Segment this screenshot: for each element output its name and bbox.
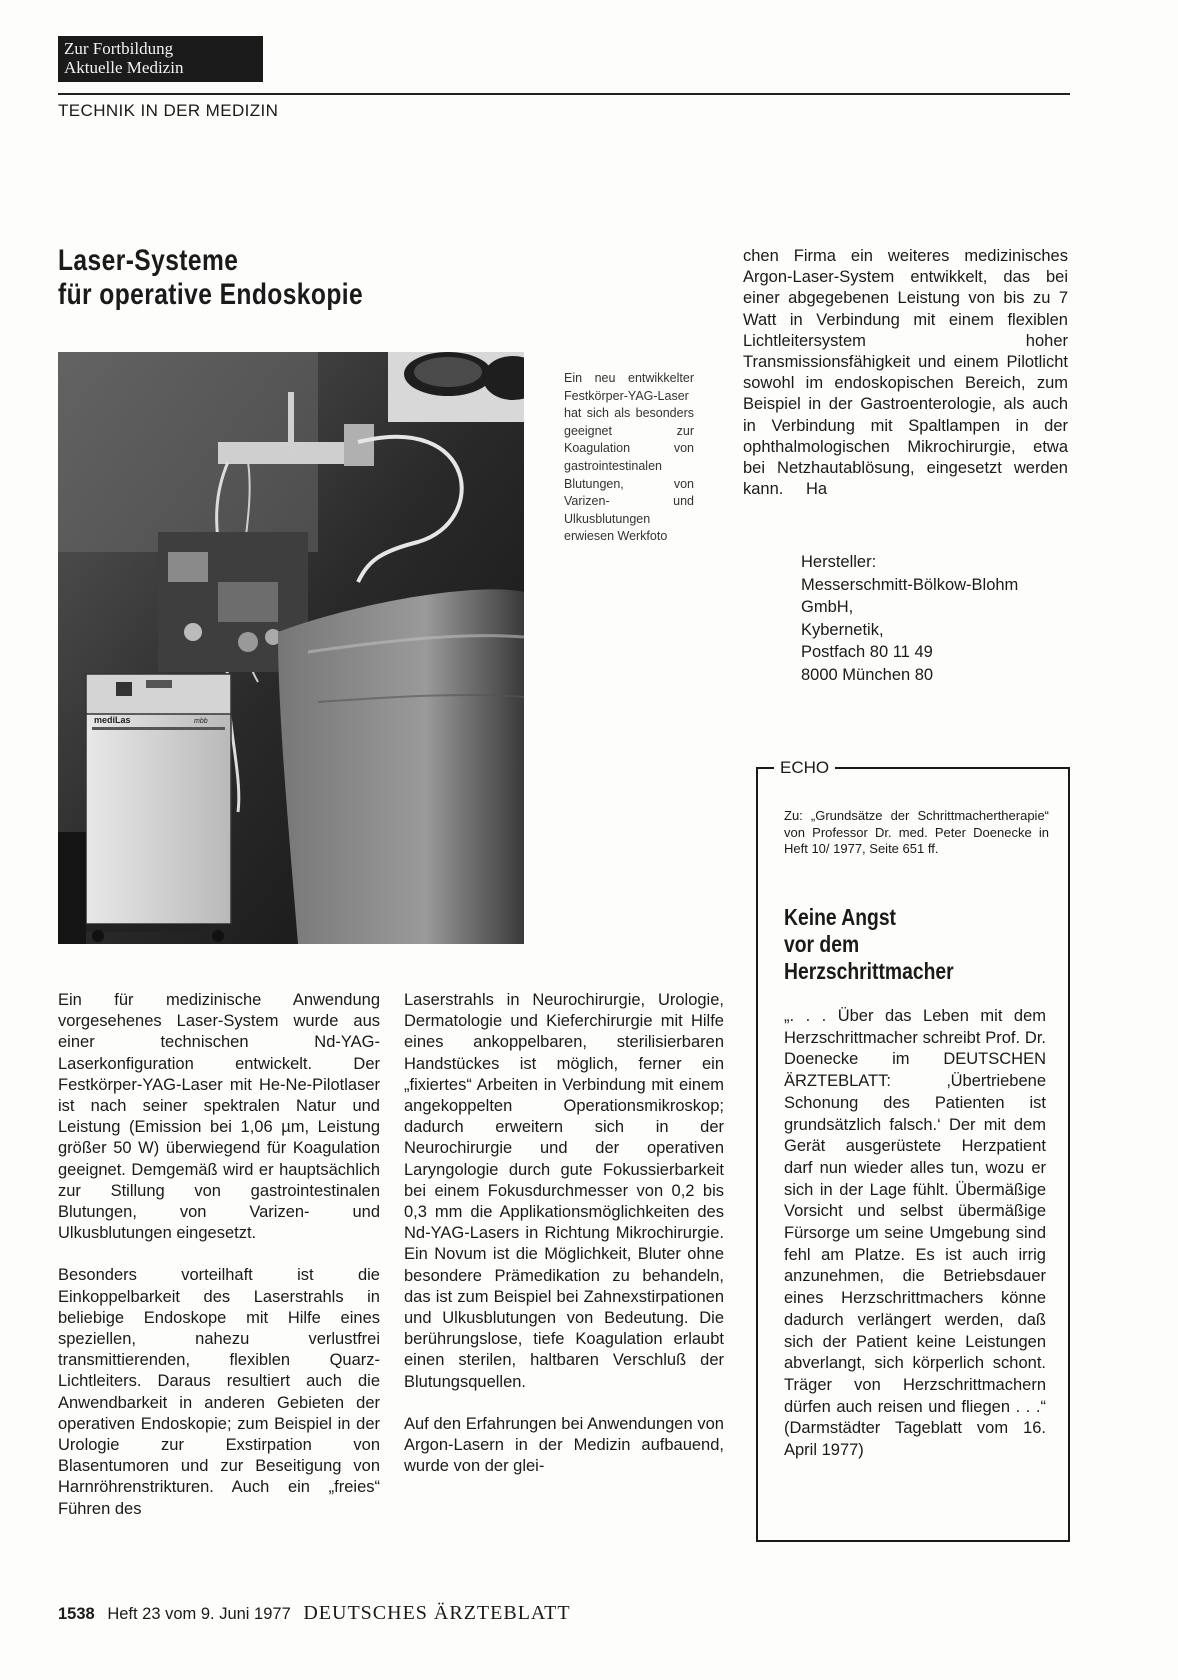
echo-label: ECHO [774,758,835,778]
echo-title-line-3: Herzschrittmacher [784,958,954,984]
page-number: 1538 [58,1605,95,1623]
rubric-line-2: Aktuelle Medizin [64,58,184,77]
author-initials: Ha [805,480,828,499]
manufacturer-address [801,551,1018,686]
article-paragraph: Ein für medizinische Anwendung vorgesehenes Laser-System wurde aus einer technischen Nd-YAG-Laserkonfiguration entwickelt. Der Festkörper-YAG-Laser mit He-Ne-Pilotlaser ist nach seiner spektralen Natur und Leistung (Emission bei 1,06 µm, Leistung größer 50 W) überwiegend für Koagulation geeignet. Demgemäß wird er hauptsächlich zur Stillung von gastrointestinalen Blutungen, von Varizen- und Ulkusblutungen eingesetzt. [58,991,380,1243]
article-column-2 [404,990,724,1498]
echo-reference: Zu: „Grundsätze der Schrittmachertherapie“ von Professor Dr. med. Peter Doenecke in Heft 10/ 1977, Seite 651 ff. [784,808,1049,856]
rubric-label [58,36,263,82]
article-title-line-2: für operative Endoskopie [58,278,364,311]
echo-title [784,904,954,985]
header-rule [58,93,1070,95]
page-footer [58,1602,571,1625]
laser-device-photo [58,352,524,944]
echo-quote: „. . . Über das Leben mit dem Herzschrittmacher schreibt Prof. Dr. Doenecke im DEUTSCHEN ÄRZTEBLATT: ‚Übertriebene Schonung des Patienten ist grundsätzlich falsch.‘ Der mit dem Gerät ausgerüstete Herzpatient darf nun wieder alles tun, wozu er sich in der Lage fühlt. Übermäßige Vorsicht und selbst übermäßige Fürsorge um seine Umgebung sind fehl am Platze. Es ist auch irrig anzunehmen, die Betriebsdauer eines Herzschrittmachers könne dadurch verlängert werden, daß sich der Patient keine Leistungen abverlangt, sich körperlich schont. Träger von Herzschrittmachern dürfen auch reisen und fliegen . . .“ (Darmstädter Tageblatt vom 16. April 1977) [784,1007,1046,1460]
cart-maker-label: mbb [194,718,208,725]
issue-info: Heft 23 vom 9. Juni 1977 [107,1605,291,1623]
rubric-line-1: Zur Fortbildung [64,39,174,58]
maker-line: Kybernetik, [801,620,884,639]
article-paragraph: Besonders vorteilhaft ist die Einkoppelbarkeit des Laserstrahls in beliebige Endoskope mit Hilfe eines speziellen, nahezu verlustfrei transmittierenden, flexiblen Quarz-Lichtleiters. Daraus resultiert auch die Anwendbarkeit in anderen Gebieten der operativen Endoskopie; zum Beispiel in der Urologie zur Exstirpation von Blasentumoren und zur Beseitigung von Harnröhrenstrikturen. Auch ein „freies“ Führen des [58,1266,380,1518]
article-paragraph: Laserstrahls in Neurochirurgie, Urologie, Dermatologie und Kieferchirurgie mit Hilfe eines ankoppelbaren, sterilisierbaren Handstückes ist möglich, ferner ein „fixiertes“ Arbeiten in Verbindung mit einem angekoppelten Operationsmikroskop; dadurch erweitern sich in der Neurochirurgie und der operativen Laryngologie durch gute Fokussierbarkeit bei einem Fokusdurchmesser von 0,2 bis 0,3 mm die Applikationsmöglichkeiten des Nd-YAG-Lasers in Richtung Mikrochirurgie. Ein Novum ist die Möglichkeit, Bluter ohne besondere Prämedikation zu behandeln, das ist zum Beispiel bei Zahnexstirpationen und Ulkusblutungen von Bedeutung. Die berührungslose, tiefe Koagulation erlaubt einen sterilen, haltbaren Verschluß der Blutungsquellen. [404,991,724,1391]
maker-line: 8000 München 80 [801,665,934,684]
maker-line: Hersteller: [801,553,877,571]
article-column-3 [743,246,1068,500]
cart-brand-label: mediLas [94,715,131,725]
article-paragraph: Auf den Erfahrungen bei Anwendungen von Argon-Lasern in der Medizin aufbauend, wurde von der glei- [404,1414,724,1476]
article-title [58,244,363,312]
article-paragraph-text: chen Firma ein weiteres medizinisches Argon-Laser-System entwikkelt, das bei einer abgegebenen Leistung von bis zu 7 Watt in Verbindung mit einem flexiblen Lichtleitersystem hoher Transmissionsfähigkeit und einem Pilotlicht sowohl im endoskopischen Bereich, zum Beispiel in der Gastroenterologie, als auch in Verbindung mit Spaltlampen in der ophthalmologischen Mikrochirurgie, etwa bei Netzhautablösung, eingesetzt werden kann. [743,247,1068,499]
journal-name: DEUTSCHES ÄRZTEBLATT [303,1602,571,1624]
maker-line: Postfach 80 11 49 [801,643,933,661]
article-paragraph [743,246,1068,500]
maker-line: Messerschmitt-Bölkow-Blohm [801,575,1019,594]
echo-title-line-2: vor dem [784,931,860,957]
echo-title-line-1: Keine Angst [784,904,896,930]
article-column-1 [58,990,380,1541]
maker-line: GmbH, [801,598,854,616]
article-title-line-1: Laser-Systeme [58,244,239,277]
section-title: TECHNIK IN DER MEDIZIN [58,101,279,120]
photo-caption: Ein neu entwikkelter Festkörper-YAG-Laser hat sich als besonders geeignet zur Koagulation von gastrointestinalen Blutungen, von Varizen- und Ulkusblutungen erwiesen Werkfoto [564,371,694,544]
